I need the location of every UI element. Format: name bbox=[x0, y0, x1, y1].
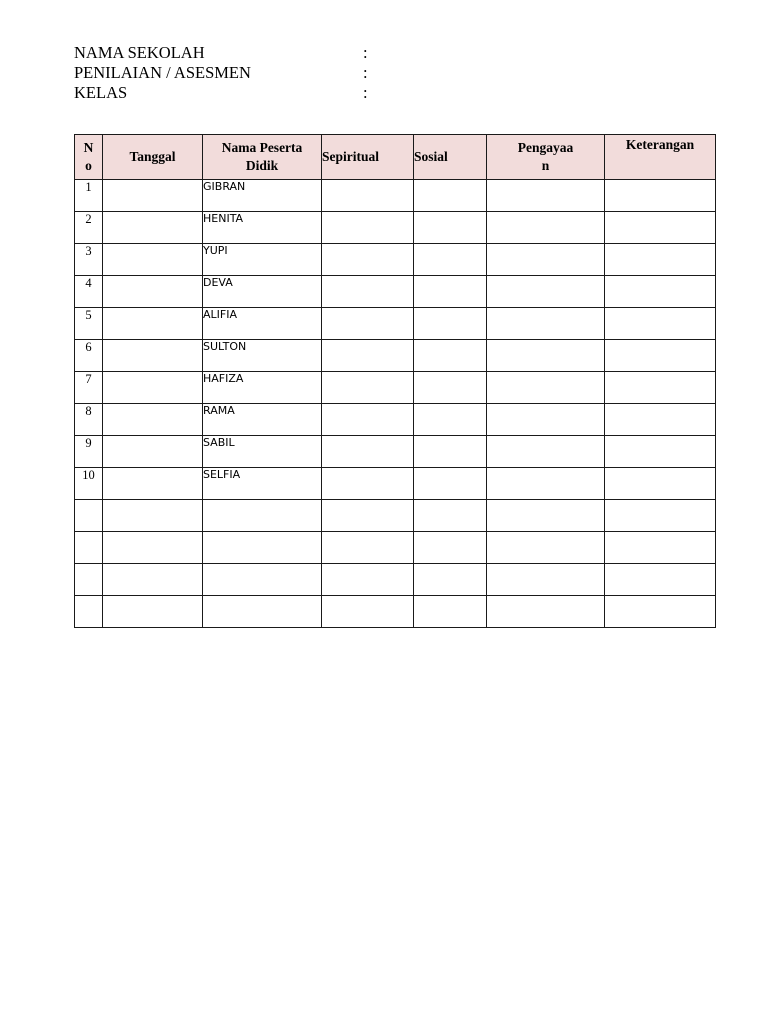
cell-sosial bbox=[414, 180, 487, 212]
cell-nama: GIBRAN bbox=[203, 180, 322, 212]
cell-spiritual bbox=[322, 468, 414, 500]
cell-tanggal bbox=[103, 340, 203, 372]
cell-no: 5 bbox=[75, 308, 103, 340]
field-separator: : bbox=[363, 83, 368, 102]
field-separator: : bbox=[363, 63, 368, 82]
cell-nama: ALIFIA bbox=[203, 308, 322, 340]
cell-no: 6 bbox=[75, 340, 103, 372]
cell-sosial bbox=[414, 532, 487, 564]
cell-pengayaan bbox=[487, 244, 605, 276]
cell-spiritual bbox=[322, 404, 414, 436]
cell-nama bbox=[203, 532, 322, 564]
cell-pengayaan bbox=[487, 532, 605, 564]
cell-pengayaan bbox=[487, 308, 605, 340]
cell-nama: SELFIA bbox=[203, 468, 322, 500]
cell-sosial bbox=[414, 404, 487, 436]
cell-sosial bbox=[414, 564, 487, 596]
cell-sosial bbox=[414, 308, 487, 340]
cell-spiritual bbox=[322, 340, 414, 372]
table-row bbox=[75, 436, 716, 468]
cell-spiritual bbox=[322, 180, 414, 212]
cell-spiritual bbox=[322, 596, 414, 628]
cell-keterangan bbox=[605, 532, 716, 564]
cell-sosial bbox=[414, 500, 487, 532]
cell-no bbox=[75, 564, 103, 596]
cell-tanggal bbox=[103, 468, 203, 500]
cell-spiritual bbox=[322, 244, 414, 276]
cell-spiritual bbox=[322, 500, 414, 532]
cell-pengayaan bbox=[487, 212, 605, 244]
header-info bbox=[74, 43, 394, 103]
field-label: NAMA SEKOLAH bbox=[74, 43, 205, 62]
cell-nama: SABIL bbox=[203, 436, 322, 468]
cell-tanggal bbox=[103, 308, 203, 340]
cell-no bbox=[75, 532, 103, 564]
col-header-no: N o bbox=[75, 135, 103, 180]
cell-pengayaan bbox=[487, 276, 605, 308]
cell-spiritual bbox=[322, 436, 414, 468]
col-header-tanggal: Tanggal bbox=[103, 135, 203, 180]
field-penilaian bbox=[74, 63, 394, 83]
cell-spiritual bbox=[322, 532, 414, 564]
cell-spiritual bbox=[322, 308, 414, 340]
cell-nama: HENITA bbox=[203, 212, 322, 244]
cell-tanggal bbox=[103, 212, 203, 244]
cell-pengayaan bbox=[487, 564, 605, 596]
cell-nama: SULTON bbox=[203, 340, 322, 372]
col-header-pengayaan: Pengayaa n bbox=[487, 135, 605, 180]
table-row bbox=[75, 532, 716, 564]
cell-keterangan bbox=[605, 180, 716, 212]
cell-no: 7 bbox=[75, 372, 103, 404]
cell-no bbox=[75, 500, 103, 532]
cell-pengayaan bbox=[487, 372, 605, 404]
table-row bbox=[75, 564, 716, 596]
cell-sosial bbox=[414, 340, 487, 372]
table-row bbox=[75, 500, 716, 532]
cell-no: 8 bbox=[75, 404, 103, 436]
cell-no: 4 bbox=[75, 276, 103, 308]
table-row bbox=[75, 372, 716, 404]
cell-tanggal bbox=[103, 564, 203, 596]
cell-nama: DEVA bbox=[203, 276, 322, 308]
cell-keterangan bbox=[605, 340, 716, 372]
table-row bbox=[75, 468, 716, 500]
col-header-keterangan: Keterangan bbox=[605, 135, 716, 180]
cell-sosial bbox=[414, 276, 487, 308]
col-header-nama: Nama Peserta Didik bbox=[203, 135, 322, 180]
cell-pengayaan bbox=[487, 404, 605, 436]
cell-tanggal bbox=[103, 436, 203, 468]
cell-tanggal bbox=[103, 404, 203, 436]
cell-nama: HAFIZA bbox=[203, 372, 322, 404]
cell-no: 1 bbox=[75, 180, 103, 212]
cell-pengayaan bbox=[487, 180, 605, 212]
cell-no bbox=[75, 596, 103, 628]
cell-sosial bbox=[414, 468, 487, 500]
cell-pengayaan bbox=[487, 340, 605, 372]
cell-nama: RAMA bbox=[203, 404, 322, 436]
cell-keterangan bbox=[605, 500, 716, 532]
table-row bbox=[75, 212, 716, 244]
cell-tanggal bbox=[103, 244, 203, 276]
table-row bbox=[75, 308, 716, 340]
field-separator: : bbox=[363, 43, 368, 62]
col-header-spiritual: Sepiritual bbox=[322, 135, 414, 180]
cell-keterangan bbox=[605, 564, 716, 596]
cell-spiritual bbox=[322, 564, 414, 596]
field-nama-sekolah bbox=[74, 43, 394, 63]
cell-keterangan bbox=[605, 436, 716, 468]
assessment-table bbox=[74, 134, 716, 628]
cell-keterangan bbox=[605, 372, 716, 404]
table-row bbox=[75, 276, 716, 308]
cell-keterangan bbox=[605, 404, 716, 436]
cell-tanggal bbox=[103, 596, 203, 628]
cell-nama bbox=[203, 596, 322, 628]
cell-pengayaan bbox=[487, 436, 605, 468]
cell-nama bbox=[203, 564, 322, 596]
table-row bbox=[75, 180, 716, 212]
cell-spiritual bbox=[322, 212, 414, 244]
cell-keterangan bbox=[605, 596, 716, 628]
cell-no: 3 bbox=[75, 244, 103, 276]
cell-nama: YUPI bbox=[203, 244, 322, 276]
table-row bbox=[75, 244, 716, 276]
cell-keterangan bbox=[605, 308, 716, 340]
cell-sosial bbox=[414, 244, 487, 276]
cell-pengayaan bbox=[487, 596, 605, 628]
col-header-sosial: Sosial bbox=[414, 135, 487, 180]
cell-nama bbox=[203, 500, 322, 532]
table-row bbox=[75, 596, 716, 628]
cell-sosial bbox=[414, 596, 487, 628]
field-label: KELAS bbox=[74, 83, 128, 102]
cell-keterangan bbox=[605, 468, 716, 500]
cell-keterangan bbox=[605, 276, 716, 308]
cell-sosial bbox=[414, 212, 487, 244]
cell-spiritual bbox=[322, 372, 414, 404]
table-row bbox=[75, 404, 716, 436]
field-kelas bbox=[74, 83, 394, 103]
cell-pengayaan bbox=[487, 468, 605, 500]
cell-tanggal bbox=[103, 532, 203, 564]
cell-pengayaan bbox=[487, 500, 605, 532]
table-row bbox=[75, 340, 716, 372]
cell-tanggal bbox=[103, 372, 203, 404]
table-header-row bbox=[75, 135, 716, 180]
cell-keterangan bbox=[605, 244, 716, 276]
cell-no: 10 bbox=[75, 468, 103, 500]
cell-spiritual bbox=[322, 276, 414, 308]
cell-sosial bbox=[414, 372, 487, 404]
cell-no: 9 bbox=[75, 436, 103, 468]
cell-tanggal bbox=[103, 276, 203, 308]
cell-no: 2 bbox=[75, 212, 103, 244]
cell-tanggal bbox=[103, 500, 203, 532]
field-label: PENILAIAN / ASESMEN bbox=[74, 63, 251, 82]
cell-tanggal bbox=[103, 180, 203, 212]
cell-sosial bbox=[414, 436, 487, 468]
cell-keterangan bbox=[605, 212, 716, 244]
